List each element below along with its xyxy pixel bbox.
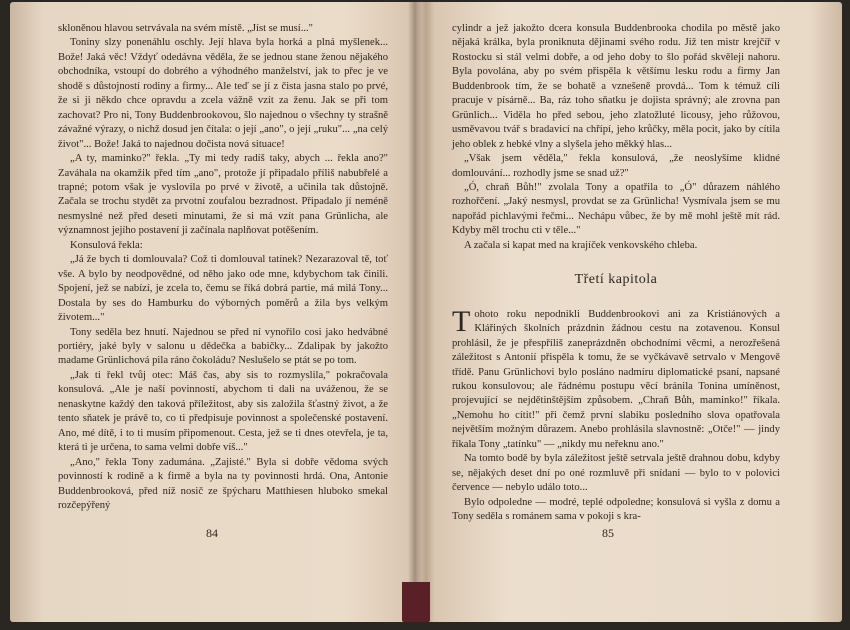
paragraph: „Však jsem věděla," řekla konsulová, „že neoslyšíme klidné domlouvání... rozhodly jsme se snad už?" [452, 153, 780, 179]
paragraph: Toniny slzy ponenáhlu oschly. Její hlava byla horká a plná myšlenek... Bože! Jaká věc! Vždyť odedávna věděla, že se jednou stane ženou nějakého obchodníka, vstoupí do dobrého a výhodného manželství, jak to přec je ve shodě s důstojností rodiny a firmy... Ale teď se jí z čista jasna stalo po prvé, že si ji někdo chce opravdu a zcela vážně vzít za ženu. Jak se při tom zachovat? Pro ni, Tony Buddenbrookovou, šlo najednou o všechny ty strašně závažné výrazy, o nichž dosud jen čítala: o její „ano", o její „ruku"... „na celý život"... Bože! Jaká to najednou dočista nová situace! [58, 37, 388, 150]
paragraph: Bylo odpoledne — modré, teplé odpoledne; konsulová si vyšla z domu a Tony seděla s románem sama v pokoji s kra- [452, 496, 780, 523]
paragraph: „Ano," řekla Tony zadumána. „Zajisté." Byla si dobře vědoma svých povinností k rodině a k firmě a byla na ty povinnosti hrdá. Ona, Antonie Buddenbrooková, před níž nosič ze špýcharu Matthiesen hluboko smekal rozčepýřený [58, 456, 388, 511]
drop-cap: T [452, 304, 471, 338]
page-number-right: 85 [602, 526, 614, 540]
paragraph: Tony seděla bez hnutí. Najednou se před ní vynořilo cosi jako hedvábné portiéry, jaké byly v salonu u dědečka a babičky... Zdalipak by jakožto madame Grünlichová pila ráno čokoládu? Neslušelo se ptát se po tom. [58, 326, 388, 367]
chapter-title: Třetí kapitola [574, 272, 658, 288]
page-number-left: 84 [206, 526, 218, 540]
paragraph: A začala si kapat med na krajíček venkovského chleba. [464, 239, 698, 251]
paragraph-text: ohoto roku nepodnikli Buddenbrookovi ani za Kristiánových a Klářiných školních prázdnin žádnou cestu na zotavenou. Konsul prohlásil, že je přespříliš zaneprázdněn obchodními věcmi, a nerozřešená záležitost s Antonií přispěla k tomu, že se vyčkávavě setrvalo v Mengově třídě. Panu Grünlichovi bylo posláno nadmíru diplomatické psaní, napsané rukou konsulovou; ale řádnému postupu věcí bránila Tonina umíněnost, projevující se nejdětinštějším způsobem. „Chraň Bůh, maminko!" říkala. „Nemohu ho cítit!" při čemž první slabiku posledního slova opatřovala největším možným důrazem. Anebo prohlásila slavnostně: „Otče!" — jindy říkala Tony „tatínku" — „nikdy mu neřeknu ano." [452, 308, 780, 450]
paragraph: Konsulová řekla: [70, 239, 143, 251]
chapter-first-paragraph [452, 304, 780, 453]
paragraph: „A ty, maminko?" řekla. „Ty mi tedy radíš taky, abych ... řekla ano?" Zaváhala na okamžik před tím „ano", protože jí připadalo příliš nabubřelé a trapné; potom však je vyslovila po prvé v životě, a učinila tak důstojně. Začala se trochu stydět za prvotní zoufalou bezradnost. Připadalo jí neméně nesmyslné než před deseti minutami, že si má vzít pana Grünlicha, ale významnost jejího postavení ji začínala naplňovat potěšením. [58, 153, 388, 237]
paragraph: „Ó, chraň Bůh!" zvolala Tony a opatřila to „Ó" důrazem náhlého rozhořčení. „Jaký nesmysl, provdat se za Grünlicha! Vysmívala jsem se mu napořád pichlavými řečmi... Nechápu vůbec, že by mě mohl ještě mít rád. Kdyby měl trochu cti v těle..." [452, 181, 780, 237]
paragraph: Na tomto bodě by byla záležitost ještě setrvala ještě drahnou dobu, kdyby se, nějakých deset dní po oné rozmluvě při snídani — bylo to v polovici července — nebylo událo toto... [452, 453, 780, 494]
paragraph: „Jak ti řekl tvůj otec: Máš čas, aby sis to rozmyslila," pokračovala konsulová. „Ale je naší povinností, abychom ti dali na uváženou, že se nenaskytne každý den taková příležitost, aby sis založila šťastný život, a že tento sňatek je právě to, co ti předpisuje povinnost a společenské postavení. Ano, mé dítě, i to ti musím připomenout. Cesta, jež se ti dnes otevřela, je ta, která ti je určena, to sama velmi dobře víš..." [58, 369, 388, 454]
book-gutter [408, 2, 422, 622]
paragraph: skloněnou hlavou setrvávala na svém místě. „Jíst se musí..." [58, 23, 314, 34]
paragraph: „Já že bych ti domlouvala? Což ti domlouval tatínek? Nezarazoval tě, toť vše. A bylo by neodpovědné, od něho jako ode mne, kdybychom tak činili. Spojení, jež se nabízí, je zcela to, čemu se říká dobrá partie, má milá Tony... Dostala by ses do Hamburku do výborných poměrů a žila bys velkým životem..." [58, 254, 388, 324]
bookmark-ribbon [402, 582, 430, 622]
paragraph: cylindr a jež jakožto dcera konsula Buddenbrooka chodila po městě jako nějaká králka, byla proniknuta dějinami svého rodu. Již ten mistr krejčíř v Rostocku si stál velmi dobře, a od jeho doby to šlo pořád skvěleji nahoru. Byla povolána, aby po svém přispěla k většímu lesku rodu a firmy Jan Buddenbrook tím, že se bohatě a vznešeně provdá... Tom k témuž cíli pracuje v písárně... Ba, ráz toho sňatku je dojista správný; ale zrovna pan Grünlich... Viděla ho před sebou, jeho zlatožluté licousy, jeho růžovou, usměvavou tvář s bradavicí na chřípí, jeho krůčky, měla pocit, jako by cítila jeho oblek z hebké vlny a slyšela jeho měkký hlas... [452, 23, 780, 150]
left-page [58, 22, 388, 513]
open-book [10, 2, 842, 622]
right-page [452, 22, 780, 525]
